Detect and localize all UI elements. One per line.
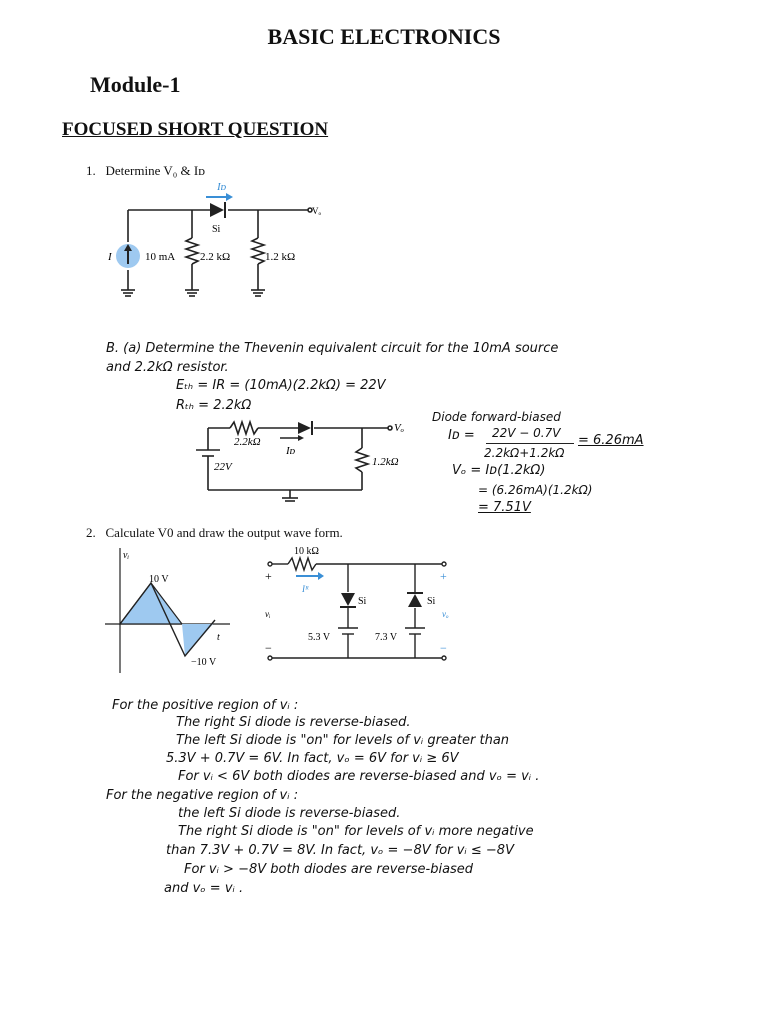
negative-peak-label: −10 V [191, 657, 217, 668]
diode-note: Diode forward-biased [432, 410, 561, 424]
diode-icon [298, 422, 311, 434]
right-diode-icon [408, 594, 422, 607]
solution-line: For vᵢ > −8V both diodes are reverse-biased [184, 862, 474, 877]
id-numerator: 22V − 0.7V [492, 426, 561, 440]
diode-icon [210, 203, 224, 217]
q1-circuit-diagram [100, 180, 340, 305]
vi-axis-label: vᵢ [123, 550, 130, 561]
r1-label: 2.2 kΩ [200, 251, 231, 263]
battery-2-label: 7.3 V [375, 632, 398, 643]
solution-line: For the positive region of vᵢ : [112, 698, 299, 713]
output-minus: − [440, 641, 447, 655]
input-waveform-chart [105, 548, 235, 673]
vo-label: Vₒ [312, 206, 322, 216]
id-label: Iᴅ [217, 181, 227, 193]
r2-label: 1.2kΩ [372, 456, 399, 468]
thevenin-circuit-diagram [190, 412, 430, 507]
left-diode-label: Si [358, 596, 367, 607]
vo-label: Vₒ [394, 422, 404, 434]
solution-line: 5.3V + 0.7V = 6V. In fact, vₒ = 6V for vᵢ ≥ 6V [166, 751, 459, 766]
vo-equation-1: Vₒ = Iᴅ(1.2kΩ) [452, 463, 546, 478]
vo-result: = 7.51V [478, 500, 531, 515]
ir-label: Iᴿ [302, 584, 309, 594]
section-heading: FOCUSED SHORT QUESTION [62, 119, 329, 140]
id-label: Iᴅ [286, 445, 296, 457]
diode-label: Si [212, 224, 221, 235]
question-2 [86, 525, 343, 541]
id-denominator: 2.2kΩ+1.2kΩ [484, 446, 565, 460]
resistor-label: 10 kΩ [294, 546, 319, 557]
source-i-label: I [108, 251, 112, 263]
source-value: 10 mA [145, 251, 176, 263]
solution-line: The left Si diode is "on" for levels of vᵢ greater than [176, 733, 510, 748]
id-result: = 6.26mA [578, 433, 644, 448]
solution-line: and vₒ = vᵢ . [164, 881, 244, 896]
question-1 [86, 163, 205, 179]
thevenin-rth: Rₜₕ = 2.2kΩ [176, 398, 252, 413]
r1-label: 2.2kΩ [234, 436, 261, 448]
vo-label: vₒ [442, 609, 449, 619]
thevenin-eth: Eₜₕ = IR = (10mA)(2.2kΩ) = 22V [176, 378, 386, 393]
vo-equation-2: = (6.26mA)(1.2kΩ) [478, 483, 593, 497]
solution-line: than 7.3V + 0.7V = 8V. In fact, vₒ = −8V for vᵢ ≤ −8V [166, 843, 514, 858]
solution-line: the left Si diode is reverse-biased. [178, 806, 401, 821]
solution-heading: B. (a) Determine the Thevenin equivalent circuit for the 10mA source [106, 341, 559, 356]
solution-line: The right Si diode is reverse-biased. [176, 715, 411, 730]
id-equation-lhs: Iᴅ = [448, 428, 475, 443]
output-plus: + [440, 569, 447, 583]
solution-line: The right Si diode is "on" for levels of vᵢ more negative [178, 824, 534, 839]
fraction-bar [486, 443, 574, 444]
positive-peak-label: 10 V [149, 574, 169, 585]
solution-heading-2: and 2.2kΩ resistor. [106, 360, 229, 375]
battery-1-label: 5.3 V [308, 632, 331, 643]
solution-line: For vᵢ < 6V both diodes are reverse-biased and vₒ = vᵢ . [178, 769, 540, 784]
question-text: Determine V₀ & Iᴅ [105, 163, 206, 178]
clipper-circuit-diagram [262, 542, 462, 672]
solution-line: For the negative region of vᵢ : [106, 788, 299, 803]
vi-label: vᵢ [265, 609, 271, 619]
document-title: BASIC ELECTRONICS [267, 24, 501, 49]
t-axis-label: t [217, 632, 220, 643]
current-arrow-icon [318, 572, 324, 580]
input-minus: − [265, 641, 272, 655]
right-diode-label: Si [427, 596, 436, 607]
r2-label: 1.2 kΩ [265, 251, 296, 263]
question-text: Calculate V0 and draw the output wave form. [105, 525, 343, 540]
input-plus: + [265, 569, 272, 583]
question-number: 2. [86, 525, 96, 540]
question-number: 1. [86, 163, 96, 178]
left-diode-icon [341, 593, 355, 606]
source-label: 22V [214, 461, 232, 473]
module-heading: Module-1 [90, 72, 181, 97]
